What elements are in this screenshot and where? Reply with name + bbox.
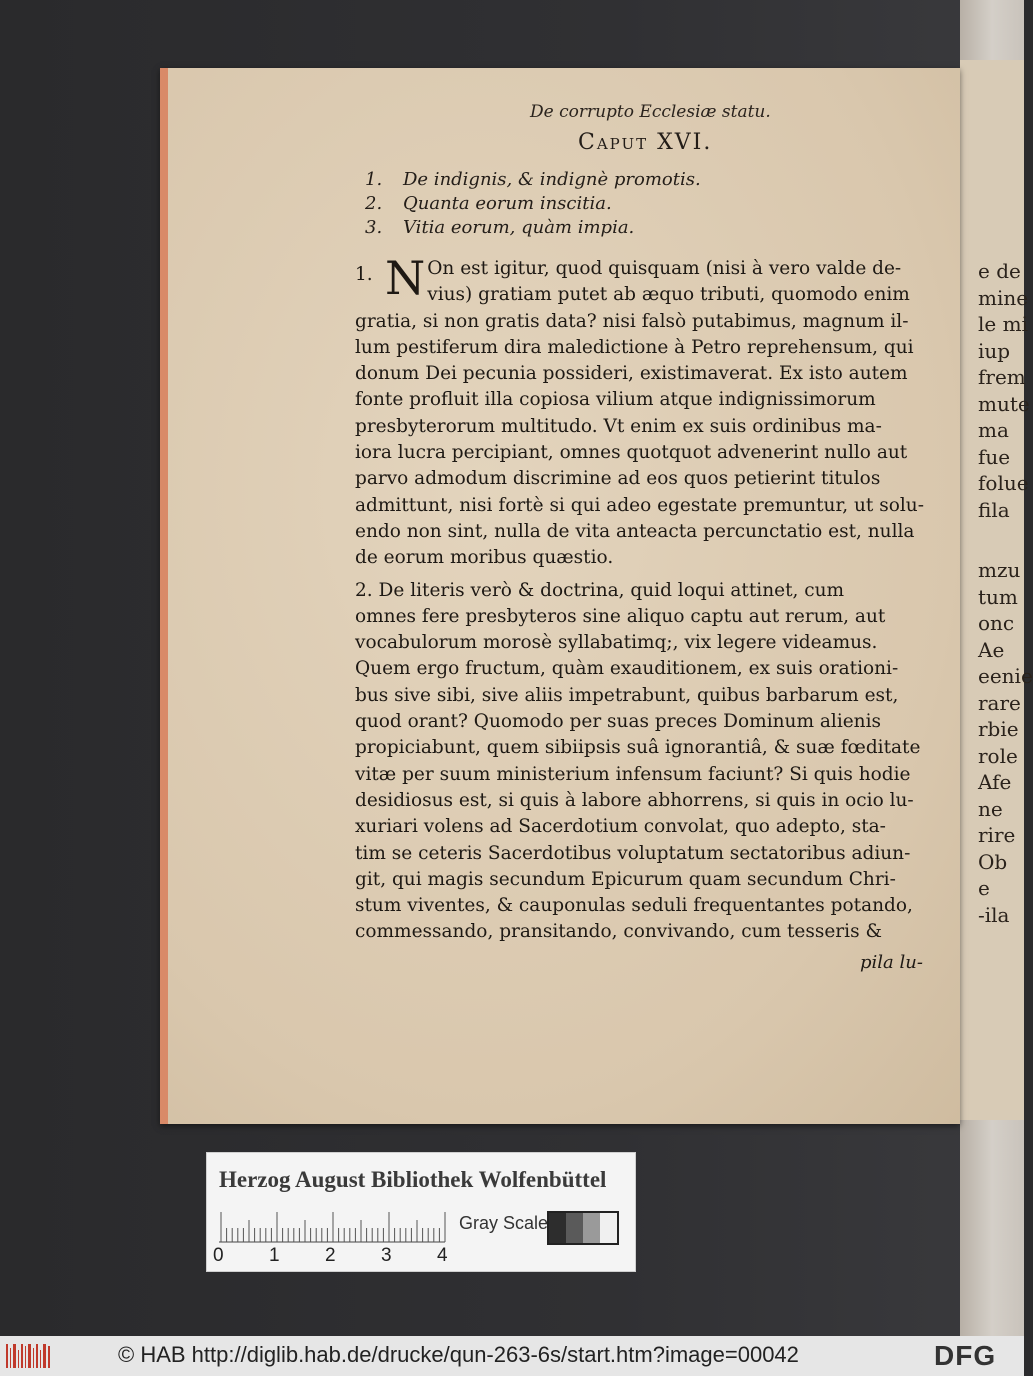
ruler-number: 3: [381, 1245, 392, 1266]
facing-line-fragment: folue: [978, 471, 1029, 495]
facing-line-fragment: eenie: [978, 664, 1033, 688]
gray-scale-swatches: [547, 1211, 619, 1245]
facing-line-fragment: iup: [978, 338, 1011, 363]
text-line: lum pestiferum dira maledictione à Petro reprehensum, qui: [355, 336, 914, 358]
text-line: fonte profluit illa copiosa vilium atque indignissimorum: [355, 389, 876, 411]
text-line: Quem ergo fructum, quàm exauditionem, ex suis orationi-: [355, 658, 899, 680]
facing-line-fragment: [978, 523, 1024, 557]
text-line: [355, 251, 955, 309]
text-line: propiciabunt, quem sibiipsis suâ ignorantiâ, & suæ fœditate: [355, 737, 921, 759]
text-line: git, qui magis secundum Epicurum quam secundum Chri-: [355, 868, 896, 890]
ruler-scale: [219, 1211, 449, 1243]
catchword: pila lu-: [860, 952, 923, 973]
facing-line-fragment: le mi: [978, 312, 1028, 336]
text-line: endo non sint, nulla de vita anteacta percunctatio est, nulla: [355, 520, 915, 542]
library-scale-card: [206, 1152, 636, 1272]
paragraph-number: 1.: [355, 264, 373, 285]
text-line: omnes fere presbyteros sine aliquo captu aut rerum, aut: [355, 605, 886, 627]
text-line: iora lucra percipiant, omnes quotquot advenerint nullo aut: [355, 442, 908, 464]
text-line: commessando, pransitando, convivando, cum tesseris &: [355, 921, 882, 943]
summary-number: 1.: [365, 169, 383, 190]
gray-scale-label: Gray Scale: [459, 1213, 549, 1233]
text-line: vitæ per suum ministerium infensum faciunt? Si quis hodie: [355, 763, 911, 785]
facing-line-fragment: tum: [978, 584, 1018, 609]
gray-swatch: [566, 1213, 583, 1243]
ruler-number: 0: [213, 1245, 224, 1266]
facing-line-fragment: mute: [978, 391, 1030, 416]
summary-text: De indignis, & indignè promotis.: [403, 169, 701, 190]
summary-item: [365, 216, 885, 240]
text-line: quod orant? Quomodo per suas preces Dominum alienis: [355, 711, 882, 733]
text-line: gratia, si non gratis data? nisi falsò putabimus, magnum il-: [355, 310, 909, 332]
facing-line-fragment: mine: [978, 285, 1029, 310]
facing-line-fragment: rbie: [978, 717, 1019, 741]
facing-line-fragment: fila: [978, 497, 1010, 522]
facing-line-fragment: frem: [978, 365, 1026, 389]
facing-line-fragment: role: [978, 743, 1018, 768]
ruler-number: 1: [269, 1245, 280, 1266]
facing-line-fragment: ma: [978, 418, 1009, 442]
footer-bar: [0, 1336, 1024, 1376]
chapter-title: Caput XVI.: [578, 130, 713, 155]
text-line: admittunt, nisi fortè si qui adeo egestate premuntur, ut solu-: [355, 494, 924, 516]
facing-line-fragment: fue: [978, 444, 1011, 469]
summary-text: Quanta eorum inscitia.: [403, 193, 612, 214]
facing-page-text: [978, 258, 1033, 928]
text-line: xuriari volens ad Sacerdotium convolat, quo adepto, sta-: [355, 816, 886, 838]
text-line: vocabulorum morosè syllabatimq;, vix legere videamus.: [355, 632, 878, 654]
text-line: parvo admodum discrimine ad eos quos petierint titulos: [355, 468, 881, 490]
facing-line-fragment: Ae: [978, 637, 1005, 662]
text-line: On est igitur, quod quisquam (nisi à vero valde de-: [427, 258, 902, 279]
facing-line-fragment: Ob: [978, 849, 1008, 874]
summary-number: 3.: [365, 217, 383, 238]
facing-line-fragment: e de: [978, 259, 1021, 283]
text-line: desidiosus est, si quis à labore abhorrens, si quis in ocio lu-: [355, 789, 914, 811]
text-line: vius) gratiam putet ab æquo tributi, quomodo enim: [427, 284, 910, 306]
facing-page-strip: [960, 0, 1033, 1336]
gray-swatch: [600, 1213, 617, 1243]
facing-line-fragment: -ila: [978, 902, 1010, 927]
text-line: tim se ceteris Sacerdotibus voluptatum sectatoribus adiun-: [355, 842, 911, 864]
text-line: 2. De literis verò & doctrina, quid loqui attinet, cum: [355, 579, 845, 601]
running-head: De corrupto Ecclesiæ statu.: [530, 102, 771, 122]
facing-line-fragment: mzu: [978, 558, 1021, 582]
summary-number: 2.: [365, 193, 383, 214]
library-name: Herzog August Bibliothek Wolfenbüttel: [219, 1167, 607, 1192]
text-line: bus sive sibi, sive aliis impetrabunt, quibus barbarum est,: [355, 684, 899, 706]
facing-line-fragment: rire: [978, 823, 1016, 847]
facing-line-fragment: rare: [978, 690, 1021, 715]
facing-line-fragment: Afe: [978, 770, 1012, 794]
facing-line-fragment: e: [978, 876, 990, 900]
facing-line-fragment: ne: [978, 796, 1003, 821]
facing-line-fragment: onc: [978, 611, 1015, 635]
copyright-url: © HAB http://diglib.hab.de/drucke/qun-263-6s/start.htm?image=00042: [118, 1342, 799, 1367]
text-line: stum viventes, & cauponulas seduli frequentantes potando,: [355, 895, 913, 917]
summary-item: [365, 168, 885, 192]
ruler-number: 4: [437, 1245, 448, 1266]
ruler-number: 2: [325, 1245, 336, 1266]
summary-item: [365, 192, 885, 216]
gray-swatch: [549, 1213, 566, 1243]
text-line: presbyterorum multitudo. Vt enim ex suis ordinibus ma-: [355, 415, 882, 437]
hab-logo-icon: [6, 1342, 50, 1370]
drop-capital: N: [385, 251, 426, 305]
text-line: donum Dei pecunia possideri, existimaverat. Ex isto autem: [355, 363, 908, 385]
text-line: de eorum moribus quæstio.: [355, 547, 614, 569]
dfg-logo: DFG: [934, 1340, 997, 1371]
gray-swatch: [583, 1213, 600, 1243]
chapter-summary: [365, 168, 885, 240]
body-text: [355, 251, 955, 946]
summary-text: Vitia eorum, quàm impia.: [403, 217, 635, 238]
